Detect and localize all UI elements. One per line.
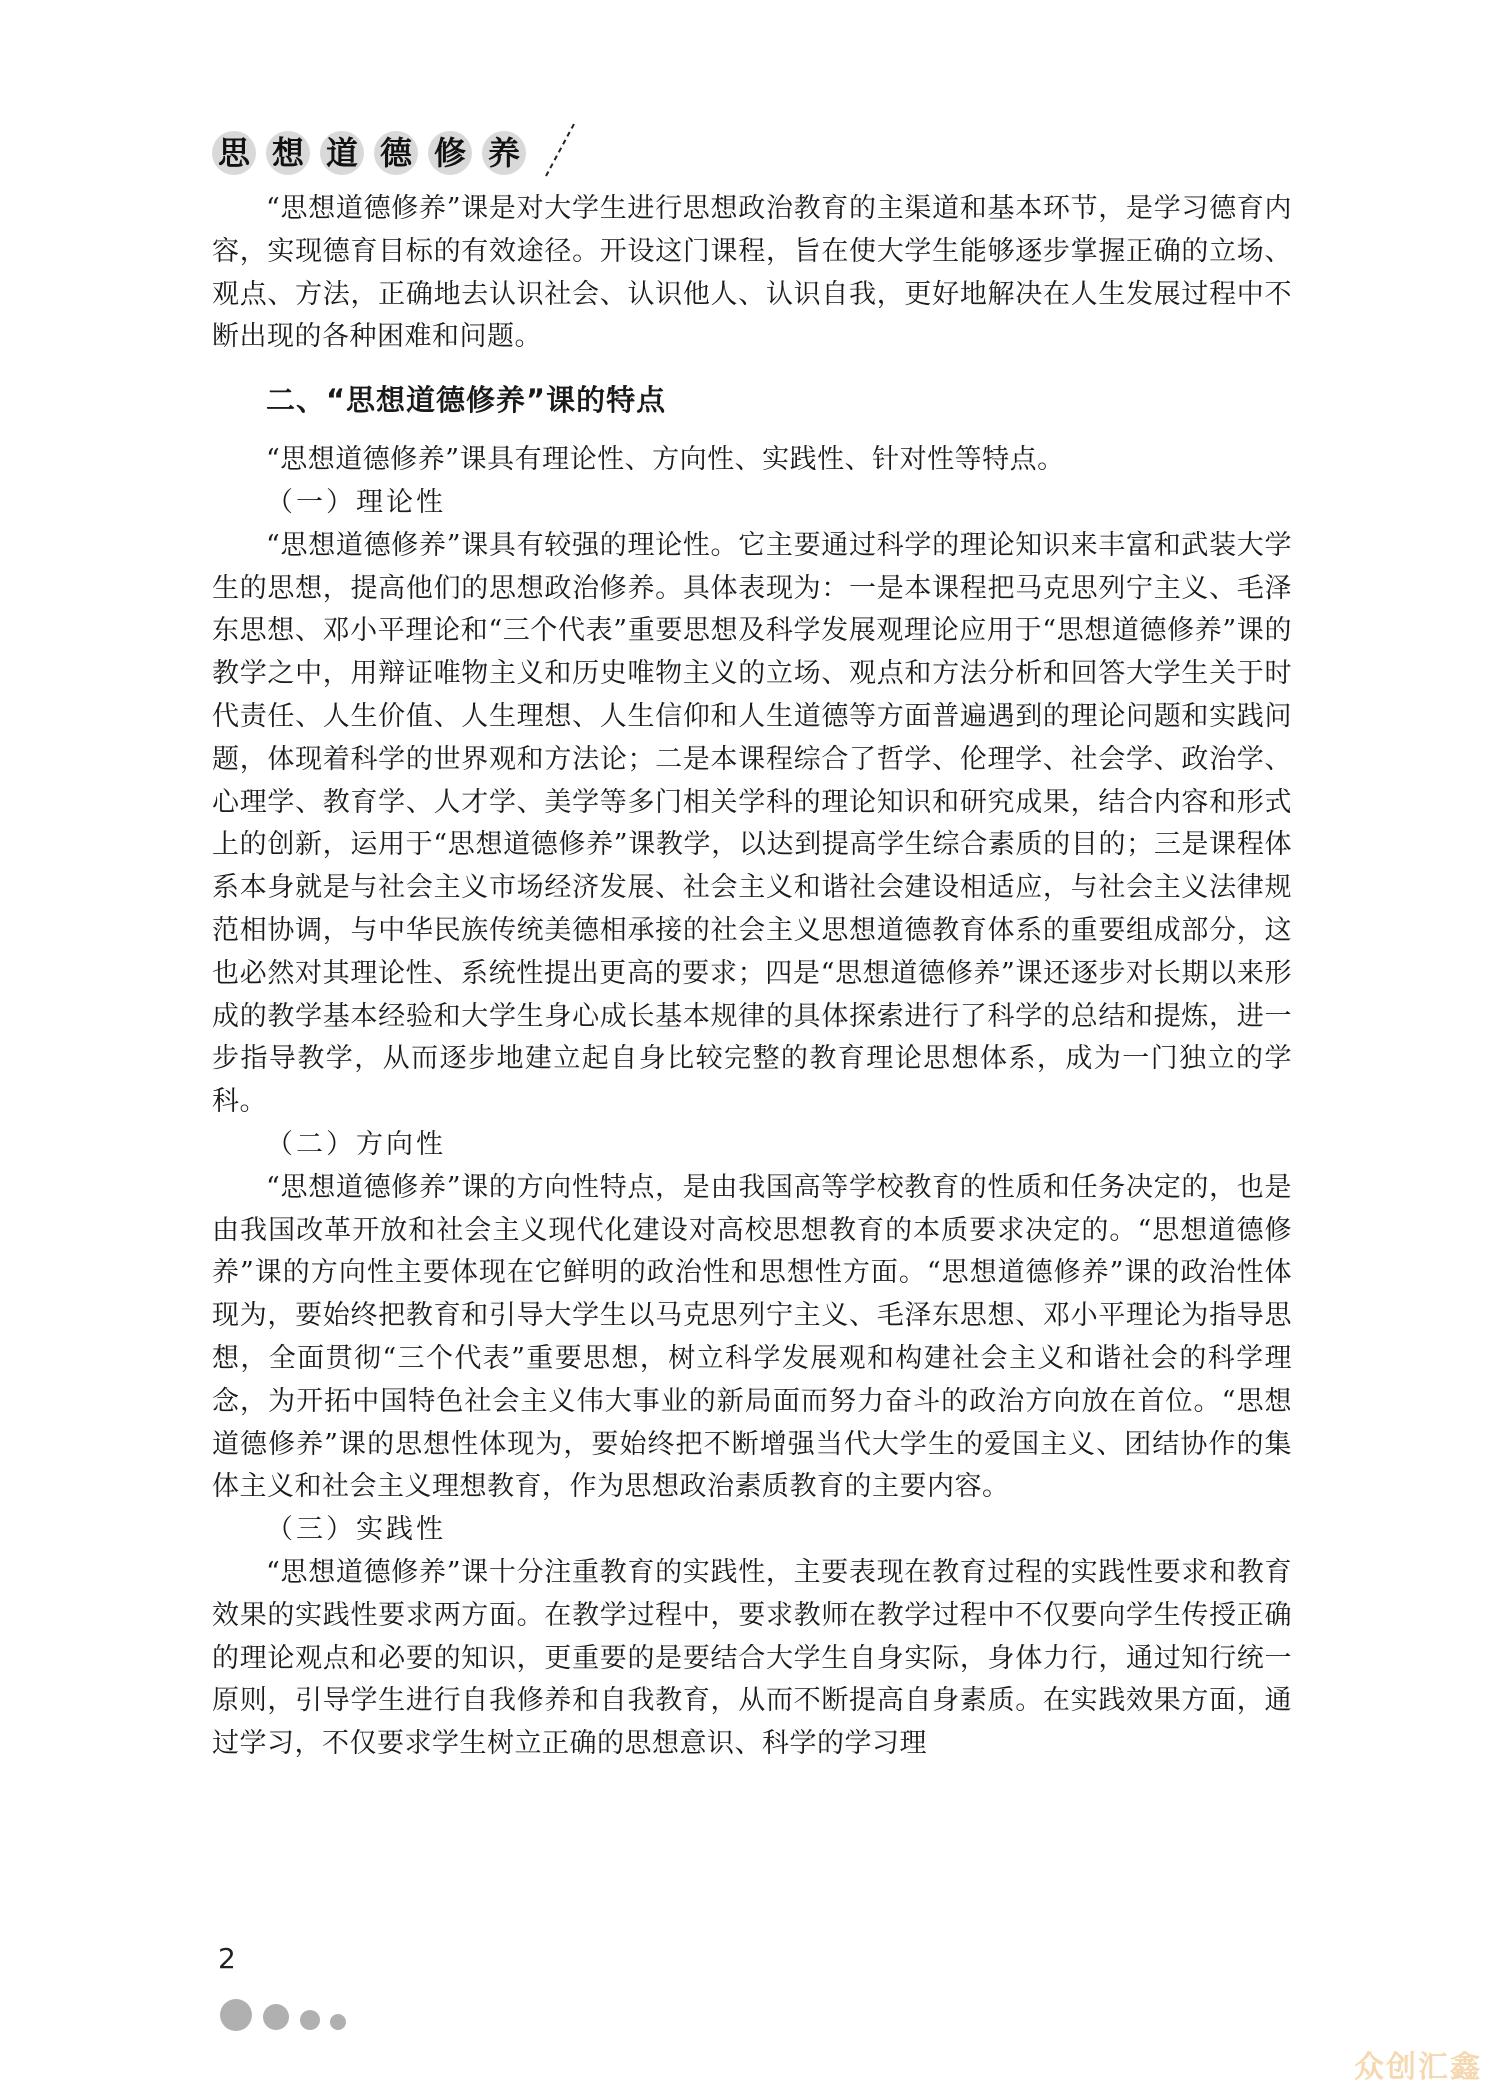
footer-dots-decoration — [218, 1995, 358, 2035]
page-content — [212, 188, 1292, 1766]
header-char: 德 — [374, 131, 418, 175]
header-slash-decoration — [542, 120, 578, 180]
subsection-body-theory: “思想道德修养”课具有较强的理论性。它主要通过科学的理论知识来丰富和武装大学生的思想，提高他们的思想政治修养。具体表现为：一是本课程把马克思列宁主义、毛泽东思想、邓小平理论和“三个代表”重要思想及科学发展观理论应用于“思想道德修养”课的教学之中，用辩证唯物主义和历史唯物主义的立场、观点和方法分析和回答大学生关于时代责任、人生价值、人生理想、人生信仰和人生道德等方面普遍遇到的理论问题和实践问题，体现着科学的世界观和方法论；二是本课程综合了哲学、伦理学、社会学、政治学、心理学、教育学、人才学、美学等多门相关学科的理论知识和研究成果，结合内容和形式上的创新，运用于“思想道德修养”课教学，以达到提高学生综合素质的目的；三是课程体系本身就是与社会主义市场经济发展、社会主义和谐社会建设相适应，与社会主义法律规范相协调，与中华民族传统美德相承接的社会主义思想道德教育体系的重要组成部分，这也必然对其理论性、系统性提出更高的要求；四是“思想道德修养”课还逐步对长期以来形成的教学基本经验和大学生身心成长基本规律的具体探索进行了科学的总结和提炼，进一步指导教学，从而逐步地建立起自身比较完整的教育理论思想体系，成为一门独立的学科。 — [212, 529, 1292, 1118]
watermark: 众创汇鑫 — [1354, 2050, 1482, 2085]
header-char: 思 — [212, 131, 256, 175]
header-char: 养 — [482, 131, 526, 175]
subsection-body-practice: “思想道德修养”课十分注重教育的实践性，主要表现在教育过程的实践性要求和教育效果的实践性要求两方面。在教学过程中，要求教师在教学过程中不仅要向学生传授正确的理论观点和必要的知识，更重要的是要结合大学生自身实际，身体力行，通过知行统一原则，引导学生进行自我修养和自我教育，从而不断提高自身素质。在实践效果方面，通过学习，不仅要求学生树立正确的思想意识、科学的学习理 — [212, 1556, 1292, 1760]
page-number: 2 — [218, 1942, 236, 1975]
subsection-heading-theory: （一）理论性 — [266, 486, 446, 518]
header-char: 道 — [320, 131, 364, 175]
header-char: 想 — [266, 131, 310, 175]
section-intro: “思想道德修养”课具有理论性、方向性、实践性、针对性等特点。 — [266, 444, 1065, 476]
header-title — [212, 131, 526, 175]
subsection-heading-practice: （三）实践性 — [266, 1514, 446, 1546]
header-char: 修 — [428, 131, 472, 175]
running-header — [212, 128, 526, 178]
intro-paragraph: “思想道德修养”课是对大学生进行思想政治教育的主渠道和基本环节，是学习德育内容，实现德育目标的有效途径。开设这门课程，旨在使大学生能够逐步掌握正确的立场、观点、方法，正确地去认识社会、认识他人、认识自我，更好地解决在人生发展过程中不断出现的各种困难和问题。 — [212, 193, 1292, 353]
section-heading: 二、“思想道德修养”课的特点 — [266, 383, 667, 418]
subsection-body-direction: “思想道德修养”课的方向性特点，是由我国高等学校教育的性质和任务决定的，也是由我国改革开放和社会主义现代化建设对高校思想教育的本质要求决定的。“思想道德修养”课的方向性主要体现在它鲜明的政治性和思想性方面。“思想道德修养”课的政治性体现为，要始终把教育和引导大学生以马克思列宁主义、毛泽东思想、邓小平理论为指导思想，全面贯彻“三个代表”重要思想，树立科学发展观和构建社会主义和谐社会的科学理念，为开拓中国特色社会主义伟大事业的新局面而努力奋斗的政治方向放在首位。“思想道德修养”课的思想性体现为，要始终把不断增强当代大学生的爱国主义、团结协作的集体主义和社会主义理想教育，作为思想政治素质教育的主要内容。 — [212, 1171, 1292, 1503]
subsection-heading-direction: （二）方向性 — [266, 1128, 446, 1160]
